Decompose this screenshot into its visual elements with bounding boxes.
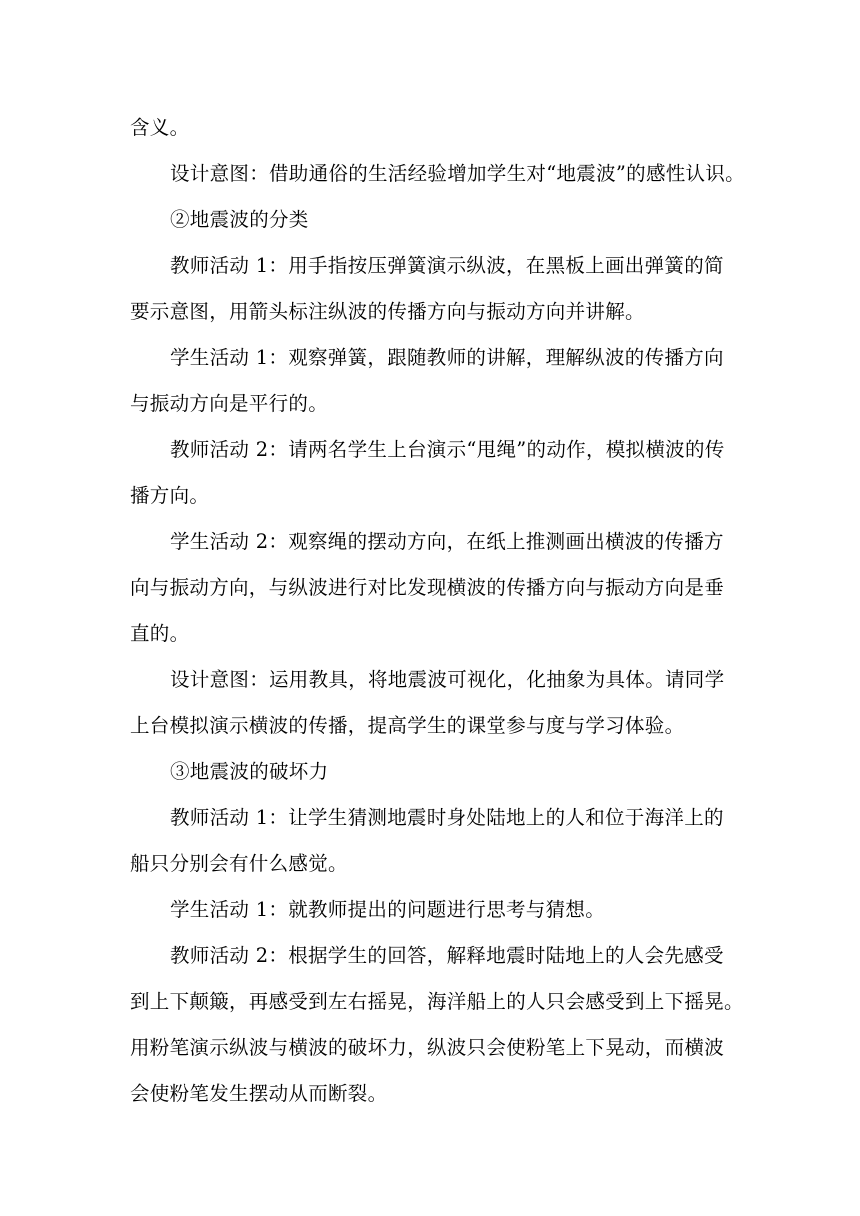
text-line: 与振动方向是平行的。: [130, 392, 329, 415]
text-line: 用粉笔演示纵波与横波的破坏力，纵波只会使粉笔上下晃动，而横波: [130, 1036, 725, 1059]
section-heading-destructive-power: ③地震波的破坏力: [170, 760, 329, 783]
design-intent-paragraph: 设计意图：运用教具，将地震波可视化，化抽象为具体。请同学: [170, 668, 725, 691]
text-line: 学生活动 1：观察弹簧，跟随教师的讲解，理解纵波的传播方向: [170, 346, 724, 369]
text-line: 到上下颠簸，再感受到左右摇晃，海洋船上的人只会感受到上下摇晃。: [130, 990, 744, 1013]
text-line: 含义。: [130, 116, 190, 139]
text-line: 上台模拟演示横波的传播，提高学生的课堂参与度与学习体验。: [130, 714, 685, 737]
text-line: 会使粉笔发生摆动从而断裂。: [130, 1082, 388, 1105]
text-line: 教师活动 2：请两名学生上台演示“甩绳”的动作，模拟横波的传: [170, 438, 725, 461]
text-line: 要示意图，用箭头标注纵波的传播方向与振动方向并讲解。: [130, 300, 645, 323]
text-line: 船只分别会有什么感觉。: [130, 852, 348, 875]
text-line: 向与振动方向，与纵波进行对比发现横波的传播方向与振动方向是垂: [130, 576, 725, 599]
text-line: 学生活动 2：观察绳的摆动方向，在纸上推测画出横波的传播方: [170, 530, 724, 553]
text-line: 教师活动 1：用手指按压弹簧演示纵波，在黑板上画出弹簧的简: [170, 254, 724, 277]
text-line: 教师活动 1：让学生猜测地震时身处陆地上的人和位于海洋上的: [170, 806, 724, 829]
design-intent-paragraph: 设计意图：借助通俗的生活经验增加学生对“地震波”的感性认识。: [170, 162, 745, 185]
text-line: 播方向。: [130, 484, 210, 507]
text-line: 直的。: [130, 622, 190, 645]
section-heading-classification: ②地震波的分类: [170, 208, 309, 231]
document-page: [130, 105, 745, 1117]
text-line: 教师活动 2：根据学生的回答，解释地震时陆地上的人会先感受: [170, 944, 724, 967]
text-line: 学生活动 1：就教师提出的问题进行思考与猜想。: [170, 898, 606, 921]
